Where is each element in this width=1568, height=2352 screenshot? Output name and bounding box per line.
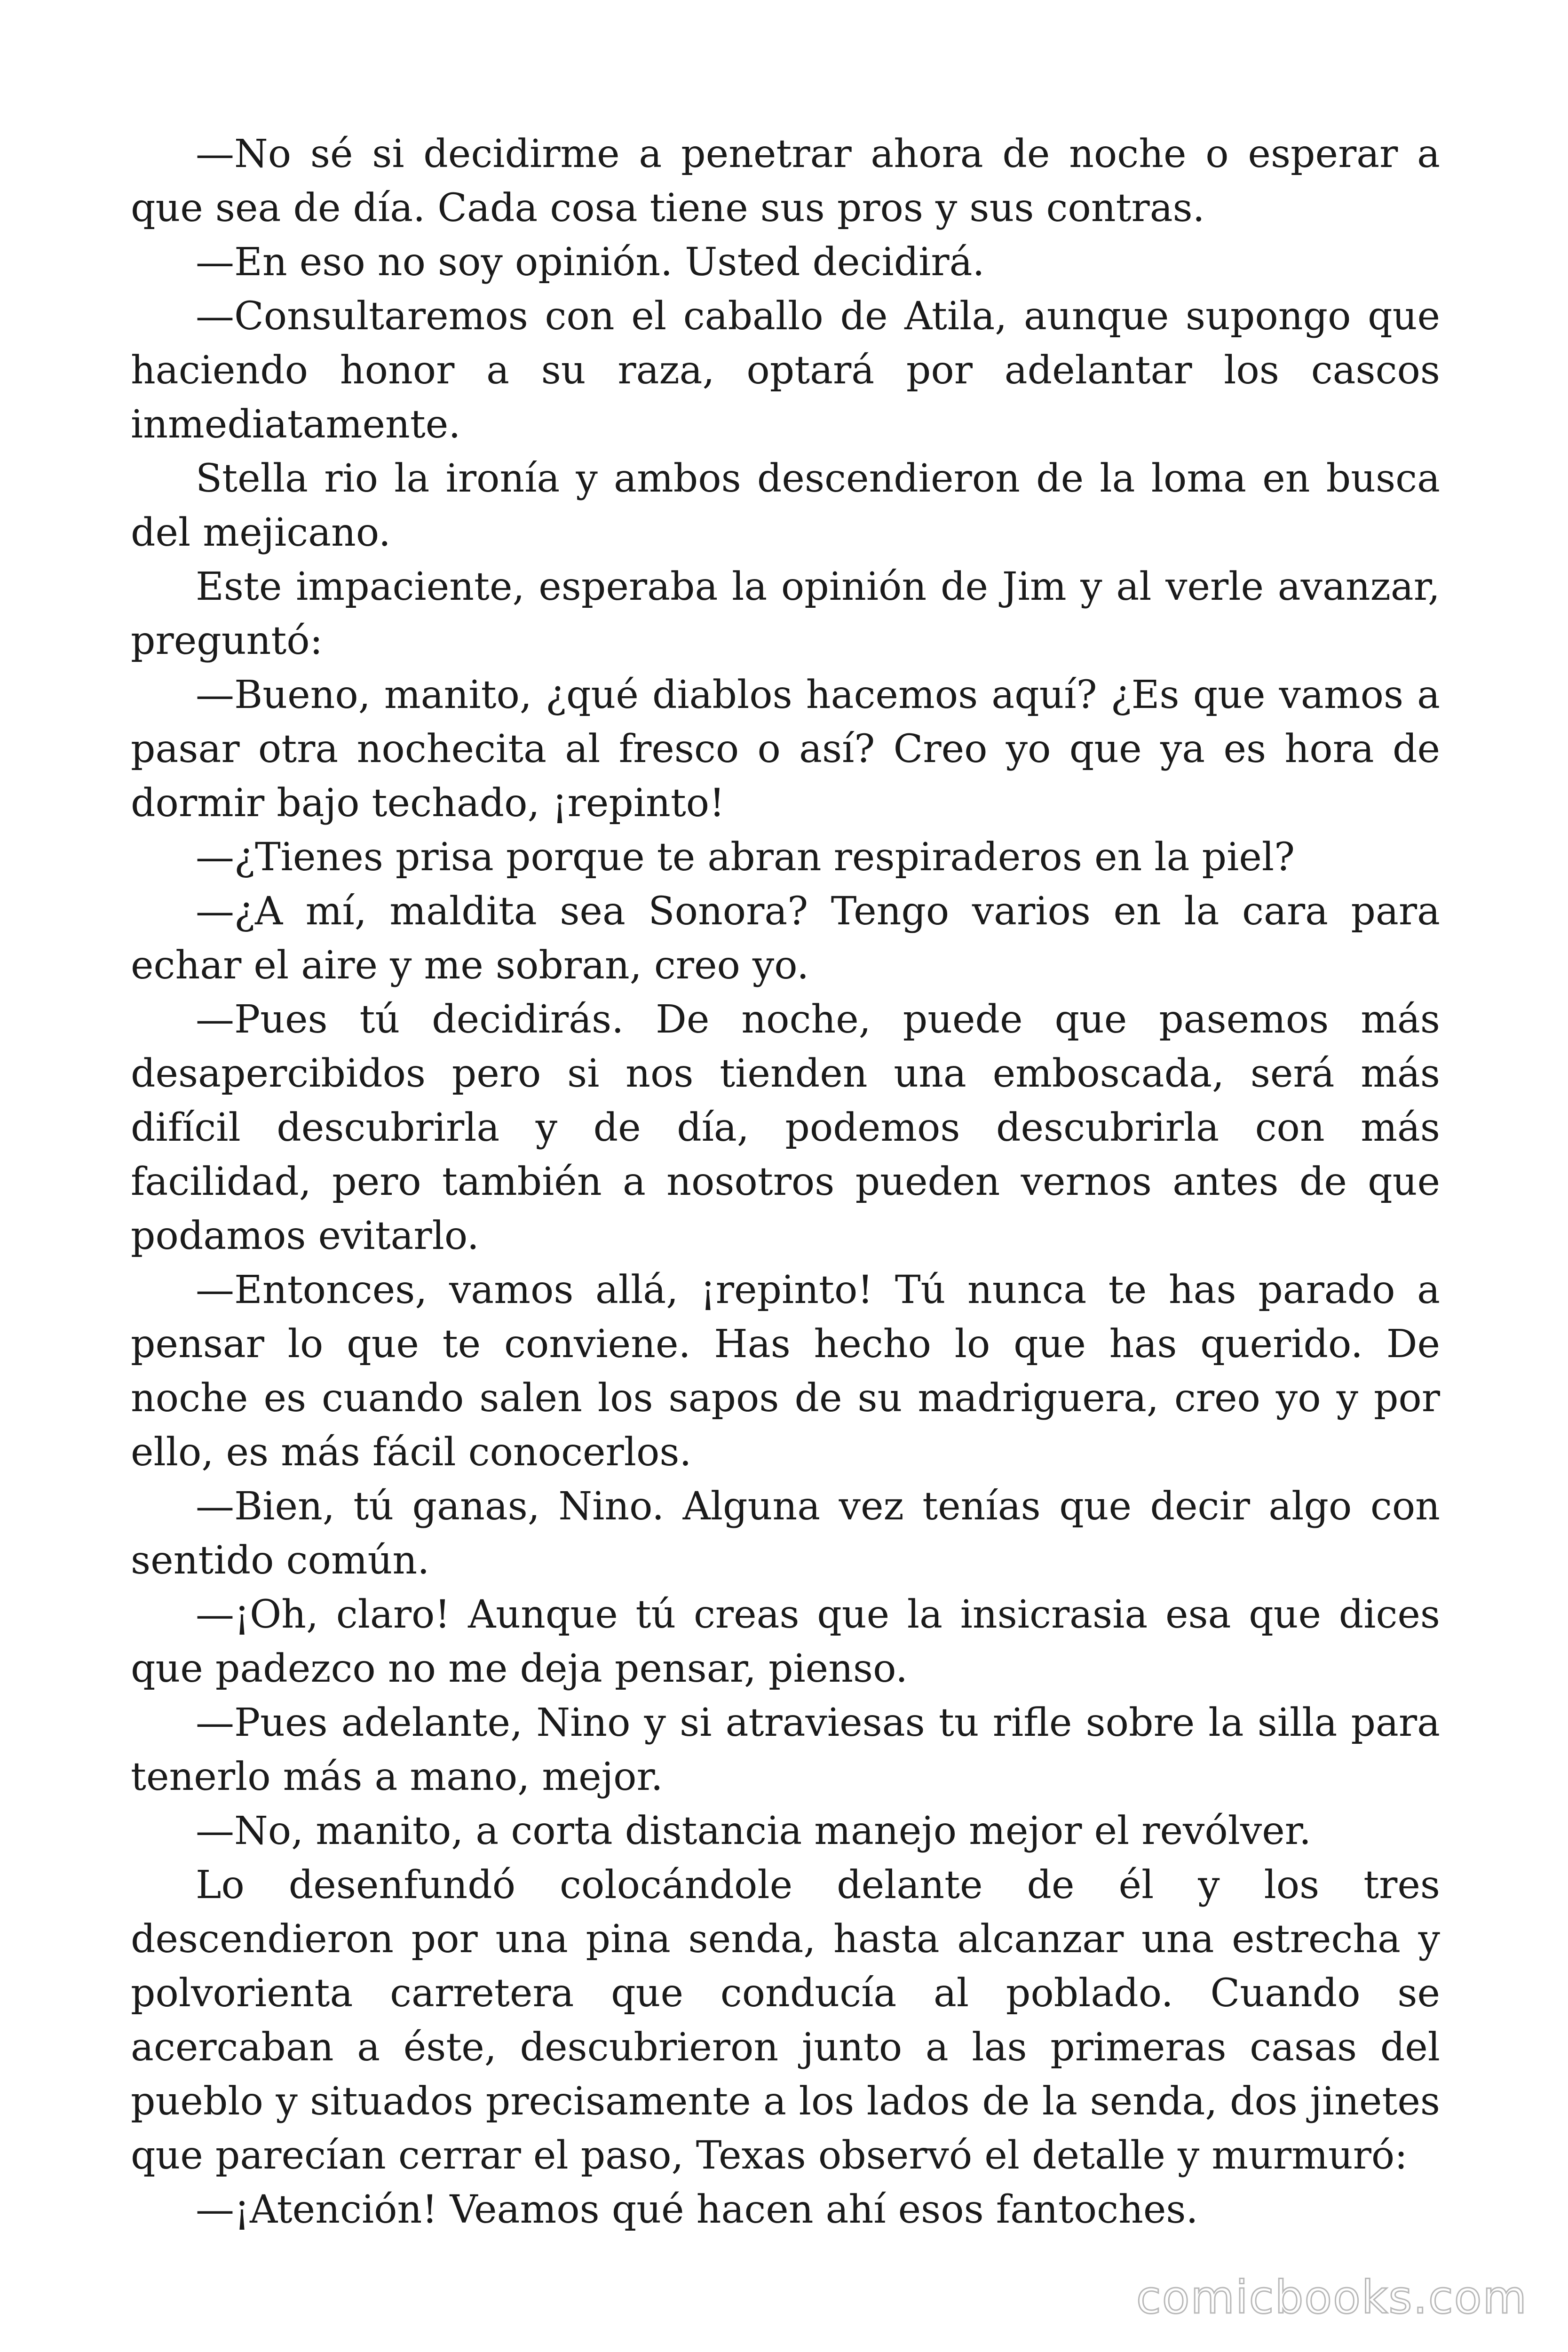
paragraph: —No sé si decidirme a penetrar ahora de noche o esperar a que sea de día. Cada cosa tiene sus pros y sus contras. — [131, 132, 1440, 230]
paragraph: —¿A mí, maldita sea Sonora? Tengo varios en la cara para echar el aire y me sobran, creo yo. — [131, 889, 1440, 988]
paragraph: —Pues adelante, Nino y si atraviesas tu rifle sobre la silla para tenerlo más a mano, mejor. — [131, 1700, 1440, 1799]
paragraph: Lo desenfundó colocándole delante de él y los tres descendieron por una pina senda, hasta alcanzar una estrecha y polvorienta carretera que conducía al poblado. Cuando se acercaban a éste, descubrieron junto a las primeras casas del pueblo y situados precisamente a los lados de la senda, dos jinetes que parecían cerrar el paso, Texas observó el detalle y murmuró: — [131, 1863, 1440, 2178]
page-body — [131, 127, 1440, 2237]
watermark: comicbooks.com — [1136, 2271, 1528, 2324]
paragraph: —¡Atención! Veamos qué hacen ahí esos fantoches. — [196, 2187, 1198, 2232]
paragraph: —No, manito, a corta distancia manejo mejor el revólver. — [196, 1809, 1312, 1853]
paragraph: Este impaciente, esperaba la opinión de Jim y al verle avanzar, preguntó: — [131, 564, 1440, 663]
paragraph: —Consultaremos con el caballo de Atila, aunque supongo que haciendo honor a su raza, optará por adelantar los cascos inmediatamente. — [131, 294, 1440, 447]
paragraph: —Pues tú decidirás. De noche, puede que pasemos más desapercibidos pero si nos tienden una emboscada, será más difícil descubrirla y de día, podemos descubrirla con más facilidad, pero también a nosotros pueden vernos antes de que podamos evitarlo. — [131, 997, 1440, 1258]
paragraph: —En eso no soy opinión. Usted decidirá. — [196, 240, 985, 285]
paragraph: —¡Oh, claro! Aunque tú creas que la insicrasia esa que dices que padezco no me deja pensar, pienso. — [131, 1592, 1440, 1691]
paragraph: —¿Tienes prisa porque te abran respiraderos en la piel? — [196, 835, 1295, 880]
paragraph: —Bien, tú ganas, Nino. Alguna vez tenías que decir algo con sentido común. — [131, 1484, 1440, 1583]
paragraph: Stella rio la ironía y ambos descendieron de la loma en busca del mejicano. — [131, 456, 1440, 555]
paragraph: —Entonces, vamos allá, ¡repinto! Tú nunca te has parado a pensar lo que te conviene. Has hecho lo que has querido. De noche es cuando salen los sapos de su madriguera, creo yo y por ello, es más fácil conocerlos. — [131, 1268, 1440, 1475]
paragraph: —Bueno, manito, ¿qué diablos hacemos aquí? ¿Es que vamos a pasar otra nochecita al fresco o así? Creo yo que ya es hora de dormir bajo techado, ¡repinto! — [131, 673, 1440, 826]
